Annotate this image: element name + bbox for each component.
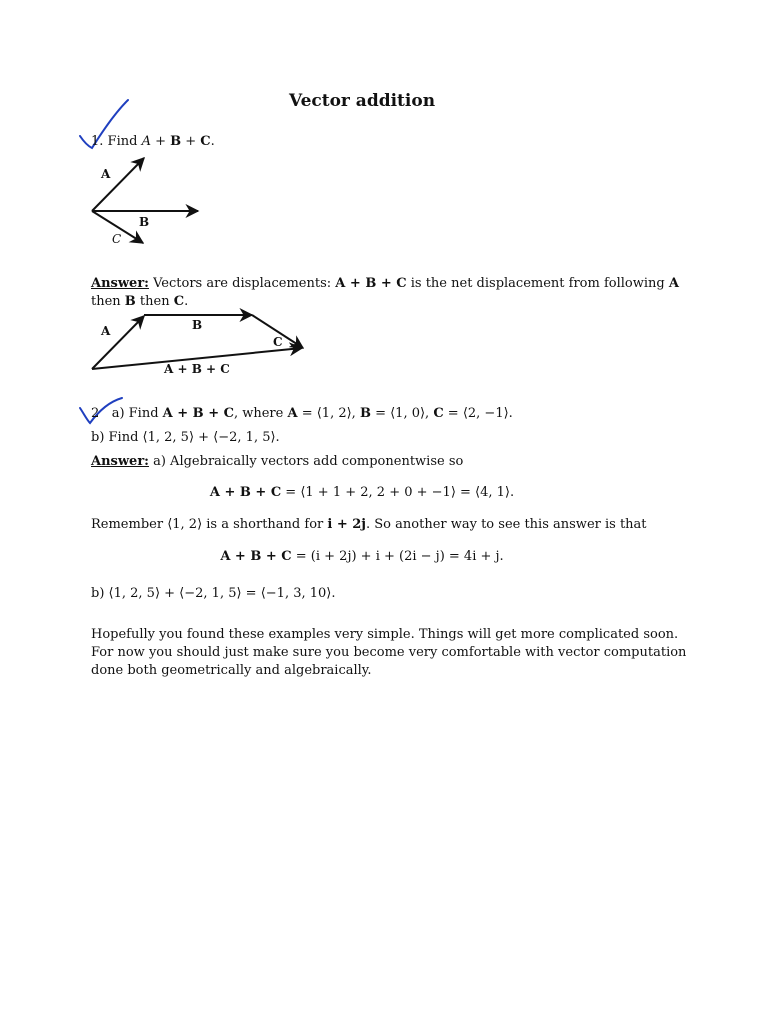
problem-number: 2	[91, 406, 100, 421]
closing-line-1: Hopefully you found these examples very simple. Things will get more complicated soon.	[91, 627, 679, 642]
label-c: C	[112, 232, 122, 246]
vector-diagram-2	[80, 305, 320, 385]
problem-2-part-a: 2 a) Find A + B + C, where A = ⟨1, 2⟩, B = ⟨1, 0⟩, C = ⟨2, −1⟩.	[91, 406, 513, 421]
vector-a	[92, 158, 144, 211]
label-b: B	[192, 318, 203, 332]
label-sum: A + B + C	[164, 362, 230, 376]
problem-2-part-b: b) Find ⟨1, 2, 5⟩ + ⟨−2, 1, 5⟩.	[91, 430, 280, 445]
problem-number: 1	[91, 134, 100, 149]
vector-a	[92, 316, 144, 369]
closing-line-3: done both geometrically and algebraically.	[91, 663, 372, 678]
closing-line-2: For now you should just make sure you become very comfortable with vector computation	[91, 645, 687, 660]
page-title: Vector addition	[288, 91, 436, 111]
label-c: C	[273, 335, 283, 349]
answer-label: Answer:	[91, 276, 149, 291]
answer-label: Answer:	[91, 454, 149, 469]
answer-2-intro: Answer: a) Algebraically vectors add componentwise so	[91, 454, 464, 469]
answer-1-line-1: Answer: Vectors are displacements: A + B + C is the net displacement from following A	[91, 276, 679, 291]
equation-2: A + B + C = (i + 2j) + i + (2i − j) = 4i + j.	[220, 549, 504, 564]
vector-diagram-1	[80, 150, 220, 260]
answer-1-line-2: then B then C.	[91, 294, 189, 309]
remember-line: Remember ⟨1, 2⟩ is a shorthand for i + 2j. So another way to see this answer is that	[91, 517, 647, 532]
label-b: B	[139, 215, 150, 229]
problem-1: 1. Find A + B + C.	[91, 134, 215, 149]
equation-1: A + B + C = ⟨1 + 1 + 2, 2 + 0 + −1⟩ = ⟨4, 1⟩.	[209, 485, 515, 500]
label-a: A	[101, 324, 111, 338]
answer-2-part-b: b) ⟨1, 2, 5⟩ + ⟨−2, 1, 5⟩ = ⟨−1, 3, 10⟩.	[91, 586, 336, 601]
label-a: A	[101, 167, 111, 181]
